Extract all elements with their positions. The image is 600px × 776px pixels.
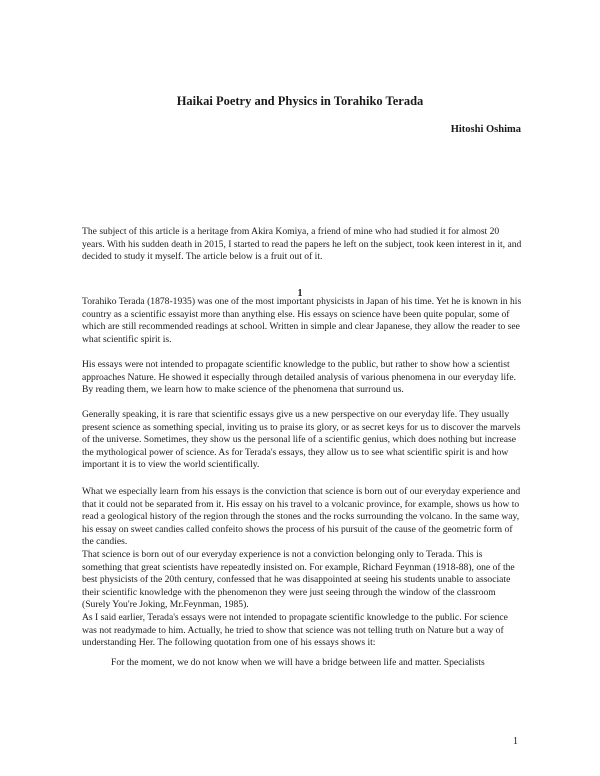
block-quote: For the moment, we do not know when we will have a bridge between life and matter. Specialists	[111, 657, 485, 668]
article-title: Haikai Poetry and Physics in Torahiko Terada	[176, 94, 424, 108]
author-name: Hitoshi Oshima	[450, 124, 521, 135]
page-number: 1	[513, 736, 518, 747]
intro-paragraph: The subject of this article is a heritage from Akira Komiya, a friend of mine who had studied it for almost 20 years. With his sudden death in 2015, I started to read the papers he left on the subject, took keen interest in it, and decided to study it myself. The article below is a fruit out of it.	[82, 226, 522, 263]
paragraph-2: His essays were not intended to propagate scientific knowledge to the public, but rather to show how a scientist approaches Nature. He showed it especially through detailed analysis of various phenomena in our everyday life. By reading them, we learn how to make science of the phenomena that surround us.	[82, 359, 516, 396]
paragraph-5: That science is born out of our everyday experience is not a conviction belonging only to Terada. This is something that great scientists have repeatedly insisted on. For example, Richard Feynman (1918-88), one of the best physicists of the 20th century, confessed that he was disappointed at seeing his students unable to associate their scientific knowledge with the phenomenon they were just seeing through the window of the classroom (Surely You're Joking, Mr.Feynman, 1985).	[82, 549, 515, 611]
paragraph-3: Generally speaking, it is rare that scientific essays give us a new perspective on our everyday life. They usually present science as something special, inviting us to praise its glory, or as secret keys for us to discover the marvels of the universe. Sometimes, they show us the personal life of a scientific genius, which does nothing but increase the mythological power of science. As for Terada's essays, they allow us to see what scientific spirit is and how important it is to view the world scientifically.	[82, 409, 521, 471]
paragraph-6: As I said earlier, Terada's essays were not intended to propagate scientific knowledge to the public. For science was not readymade to him. Actually, he tried to show that science was not telling truth on Nature but a way of understanding Her. The following quotation from one of his essays shows it:	[82, 612, 508, 649]
section-number: 1	[297, 288, 303, 299]
paragraph-4: What we especially learn from his essays is the conviction that science is born out of our everyday experience and that it could not be separated from it. His essay on his travel to a volcanic province, for example, shows us how to read a geological history of the region through the stones and the rocks surrounding the volcano. In the same way, his essay on sweet candies called confeito shows the process of his pursuit of the cause of the geometric form of the candies.	[82, 486, 521, 548]
paragraph-1: Torahiko Terada (1878-1935) was one of the most important physicists in Japan of his time. Yet he is known in his country as a scientific essayist more than anything else. His essays on science have been quite popular, some of which are still recommended readings at school. Written in simple and clear Japanese, they allow the reader to see what scientific spirit is.	[82, 296, 522, 345]
